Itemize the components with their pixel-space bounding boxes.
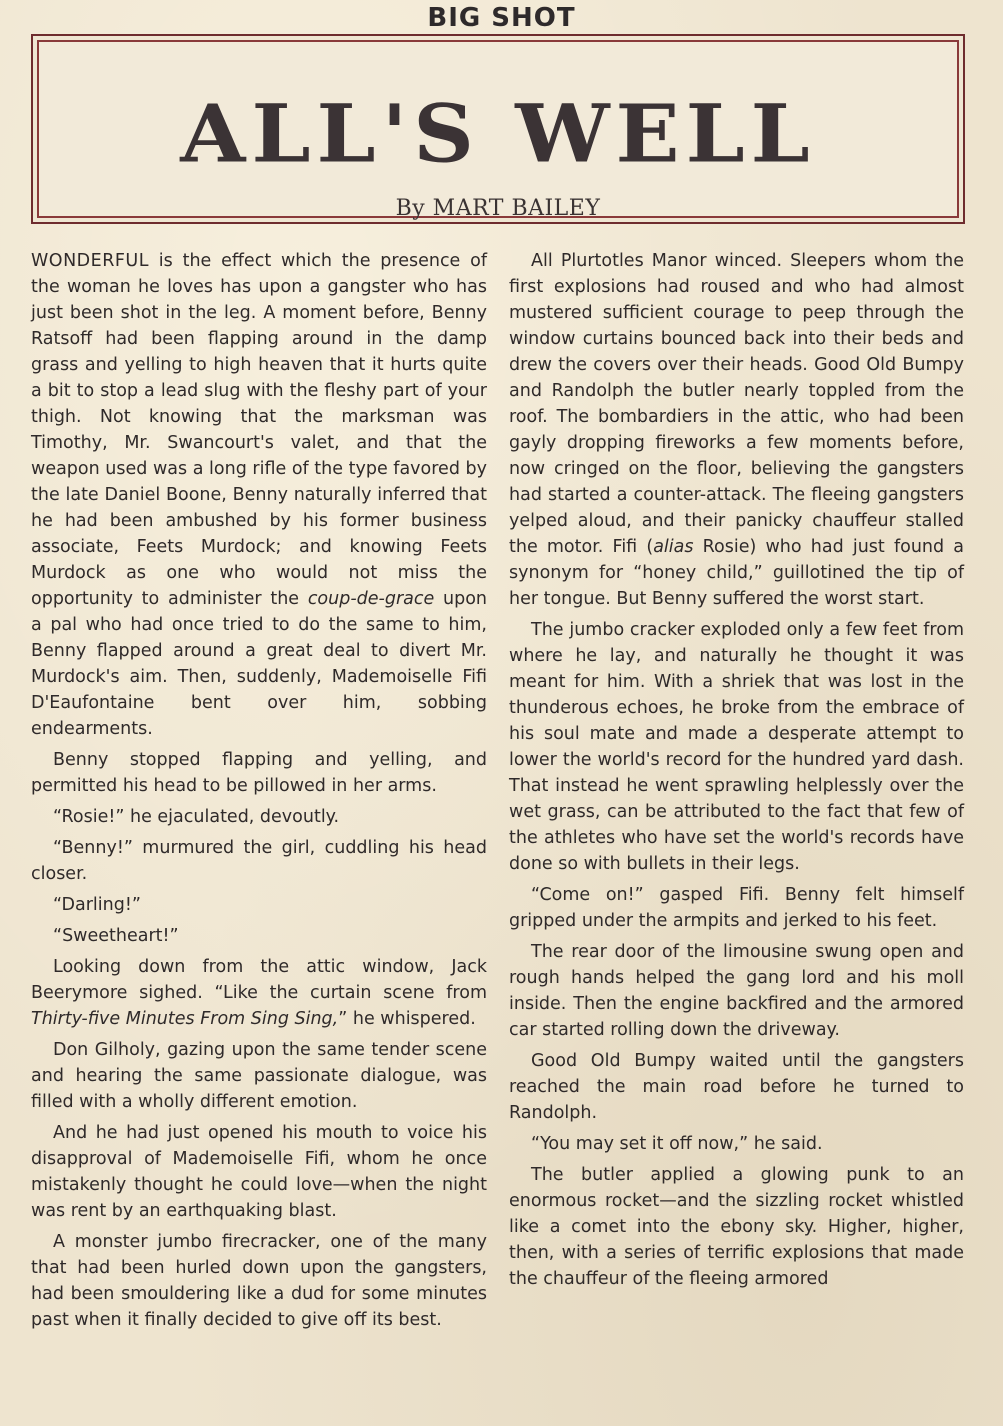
paragraph: A monster jumbo firecracker, one of the many that had been hurled down upon the gangsters, had been smouldering like a dud for some minutes past when it finally decided to give off its best. (31, 1232, 487, 1330)
paragraph (509, 248, 964, 612)
text-run: Looking down from the attic window, Jack Beerymore sighed. “Like the curtain scene from (31, 957, 487, 1003)
paragraph: Benny stopped flapping and yelling, and permitted his head to be pillowed in her arms. (31, 750, 487, 796)
paragraph: “You may set it off now,” he said. (531, 1134, 823, 1154)
text-run: is the effect which the presence of the woman he loves has upon a gangster who has just been shot in the leg. A moment before, Benny Ratsoff had been flapping around in the damp grass and yelling to high heaven that it hurts quite a bit to stop a lead slug with the fleshy part of your thigh. Not knowing that the marksman was Timothy, Mr. Swancourt's valet, and that the weapon used was a long rifle of the type favored by the late Daniel Boone, Benny naturally inferred that he had been ambushed by his former business associate, Feets Murdock; and knowing Feets Murdock as one who would not miss the opportunity to administer the (31, 251, 487, 609)
left-column (31, 248, 487, 1338)
magazine-name: BIG SHOT (427, 3, 576, 33)
italic-phrase: Thirty-five Minutes From Sing Sing, (31, 1009, 339, 1029)
paragraph: The butler applied a glowing punk to an enormous rocket—and the sizzling rocket whistled like a comet into the ebony sky. Higher, higher, then, with a series of terrific explosions that made the chauffeur of the fleeing armored (509, 1165, 964, 1289)
paragraph: Don Gilholy, gazing upon the same tender scene and hearing the same passionate dialogue, was filled with a wholly different emotion. (31, 1040, 487, 1112)
paragraph: “Darling!” (53, 895, 141, 915)
text-run: All Plurtotles Manor winced. Sleepers whom the first explosions had roused and who had almost mustered sufficient courage to peep through the window curtains bounced back into their beds and drew the covers over their heads. Good Old Bumpy and Randolph the butler nearly toppled from the roof. The bombardiers in the attic, who had been gayly dropping fireworks a few moments before, now cringed on the floor, believing the gangsters had started a counter-attack. The fleeing gangsters yelped aloud, and their panicky chauffeur stalled the motor. Fifi ( (509, 251, 964, 557)
byline: By MART BAILEY (395, 196, 601, 221)
paragraph (31, 248, 487, 742)
text-run: ” he whispered. (338, 1009, 476, 1029)
paragraph: “Benny!” murmured the girl, cuddling his head closer. (31, 838, 487, 884)
text-run: upon a pal who had once tried to do the same to him, Benny flapped around a great deal to divert Mr. Murdock's aim. Then, suddenly, Mademoiselle Fifi D'Eaufontaine bent over him, sobbing endearments. (31, 589, 487, 739)
italic-phrase: alias (653, 537, 694, 557)
paragraph: And he had just opened his mouth to voice his disapproval of Mademoiselle Fifi, whom he once mistakenly thought he could love—when the night was rent by an earthquaking blast. (31, 1123, 487, 1221)
paragraph: “Rosie!” he ejaculated, devoutly. (53, 807, 340, 827)
title-box (31, 34, 965, 224)
italic-phrase: coup-de-grace (307, 589, 435, 609)
paragraph: The jumbo cracker exploded only a few feet from where he lay, and naturally he thought it was meant for him. With a shriek that was lost in the thunderous echoes, he broke from the embrace of his soul mate and made a desperate attempt to lower the world's record for the hundred yard dash. That instead he went sprawling helplessly over the wet grass, can be attributed to the fact that few of the athletes who have set the world's records have done so with bullets in their legs. (509, 620, 964, 874)
paragraph: “Come on!” gasped Fifi. Benny felt himself gripped under the armpits and jerked to his feet. (509, 885, 964, 931)
text-run: Rosie) who had just found a synonym for “honey child,” guillotined the tip of her tongue. But Benny suffered the worst start. (509, 537, 964, 609)
paragraph (31, 954, 487, 1032)
paragraph: Good Old Bumpy waited until the gangsters reached the main road before he turned to Randolph. (509, 1051, 964, 1123)
right-column (509, 248, 964, 1297)
story-title: ALL'S WELL (180, 86, 816, 181)
lead-word: WONDERFUL (31, 251, 149, 271)
paragraph: The rear door of the limousine swung open and rough hands helped the gang lord and his moll inside. Then the engine backfired and the armored car started rolling down the driveway. (509, 942, 964, 1040)
paragraph: “Sweetheart!” (53, 926, 179, 946)
